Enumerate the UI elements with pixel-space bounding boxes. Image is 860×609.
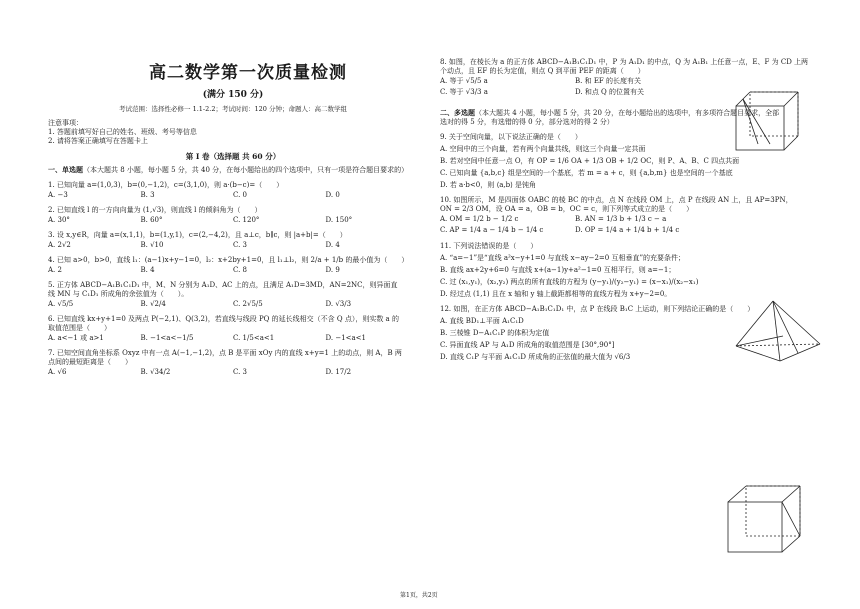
question-stem: 4. 已知 a>0，b>0，直线 l₁：(a−1)x+y−1=0，l₂：x+2by+1=0，且 l₁⊥l₂，则 2/a + 1/b 的最小值为（ ）	[48, 256, 409, 264]
option: D. 9	[325, 266, 340, 274]
full-score: (满分 150 分)	[202, 90, 264, 100]
question-options	[48, 334, 418, 343]
option: D. OP = 1/4 a + 1/4 b + 1/4 c	[575, 226, 680, 234]
option: C. 过 (x₁,y₁)，(x₂,y₂) 两点的所有直线的方程为 (y−y₁)/(y₂−y₁) = (x−x₁)/(x₂−x₁)	[440, 278, 699, 286]
question-stem: 8. 如图，在棱长为 a 的正方体 ABCD−A₁B₁C₁D₁ 中，P 为 A₁D₁ 的中点，Q 为 A₁B₁ 上任意一点，E、F 为 CD 上两	[440, 58, 809, 66]
question-stem: 1. 已知向量 a=(1,0,3)，b=(0,−1,2)，c=(3,1,0)，则 a·(b−c)=（ ）	[48, 181, 284, 189]
question-5	[48, 281, 418, 309]
option: C. 3	[233, 241, 248, 249]
cube-figure-q8	[728, 84, 808, 156]
option: A. 直线 BD₁⊥平面 A₁C₁D	[440, 317, 524, 325]
question-3	[48, 231, 418, 250]
question-options	[440, 76, 710, 98]
left-column	[48, 58, 418, 377]
option: C. 已知向量 {a,b,c} 组是空间的一个基底，若 m = a + c，则 {a,b,m} 也是空间的一个基底	[440, 169, 733, 177]
tetrahedron-figure-q10	[728, 296, 828, 371]
question-11	[440, 242, 815, 299]
question-options	[48, 266, 418, 275]
question-options	[48, 241, 418, 250]
option: B. 三棱锥 D−A₁C₁P 的体积为定值	[440, 329, 550, 337]
note-item: 2. 请将答案正确填写在答题卡上	[48, 137, 148, 145]
question-stem-cont: 点间的最短距离是（ ）	[48, 358, 132, 366]
question-options	[48, 191, 418, 200]
option: C. 120°	[233, 216, 260, 224]
option: C. 8	[233, 266, 248, 274]
option: D. 直线 C₁P 与平面 A₁C₁D 所成角的正弦值的最大值为 √6/3	[440, 353, 631, 361]
option: C. 1/5<a<1	[233, 334, 275, 342]
option: A. 等于 √5/5 a	[440, 77, 488, 85]
question-stem: 7. 已知空间直角坐标系 Oxyz 中有一点 A(−1,−1,2)，点 B 是平面 xOy 内的直线 x+y=1 上的动点，则 A，B 两	[48, 349, 402, 357]
option: B. √10	[140, 241, 164, 249]
section-desc: （本大题共 8 小题，每小题 5 分，共 40 分，在每小题给出的四个选项中，只有一项是符合题目要求的）	[83, 166, 409, 174]
option: D. 150°	[325, 216, 353, 224]
option: A. 2	[48, 266, 62, 274]
page-footer: 第1页，共2页	[400, 592, 438, 599]
question-stem: 2. 已知直线 l 的一方向向量为 (1,√3)，则直线 l 的倾斜角为（ ）	[48, 206, 262, 214]
option: A. “a=−1”是“直线 a²x−y+1=0 与直线 x−ay−2=0 互相垂直”的充要条件；	[440, 254, 686, 262]
question-stem: 5. 正方体 ABCD−A₁B₁C₁D₁ 中，M、N 分别为 A₁D、AC 上的点，且满足 A₁D=3MD，AN=2NC，则异面直	[48, 281, 398, 289]
option: B. 4	[140, 266, 155, 274]
exam-title: 高二数学第一次质量检测	[149, 63, 347, 83]
question-stem-cont: 个动点，且 EF 的长为定值，则点 Q 到平面 PEF 的距离（ ）	[440, 67, 645, 75]
question-options	[48, 300, 418, 309]
option: B. −1<a<−1/5	[140, 334, 194, 342]
question-stem-cont: ON = 2/3 OM，设 OA = a，OB = b，OC = c，则下列等式成立的是（ ）	[440, 205, 694, 213]
option: D. 若 a·b<0，则 ⟨a,b⟩ 是钝角	[440, 181, 537, 189]
question-2	[48, 206, 418, 225]
part-one-heading: 第 I 卷（选择题 共 60 分）	[185, 152, 281, 161]
question-stem-cont: 取值范围是（ ）	[48, 324, 111, 332]
option: C. 0	[233, 191, 248, 199]
option: C. 异面直线 AP 与 A₁D 所成角的取值范围是 [30°,90°]	[440, 341, 615, 349]
notes-heading: 注意事项：	[48, 119, 83, 127]
option: C. 2√5/5	[233, 300, 263, 308]
option: A. 30°	[48, 216, 70, 224]
cube-figure-q12	[720, 478, 810, 558]
section-one-heading	[48, 165, 418, 175]
section-desc: （本大题共 4 小题，每小题 5 分，共 20 分，在每小题给出的选项中，有多项符合题目要求，全部	[475, 109, 780, 117]
option: B. 和 EF 的长度有关	[575, 77, 642, 85]
section-desc-cont: 选对的得 5 分，有选错的得 0 分，部分选对的得 2 分）	[440, 118, 614, 126]
option: D. 0	[325, 191, 340, 199]
question-1	[48, 181, 418, 200]
option: B. AN = 1/3 b + 1/3 c − a	[575, 215, 667, 223]
option: B. √2/4	[140, 300, 166, 308]
question-stem: 12. 如图，在正方体 ABCD−A₁B₁C₁D₁ 中，点 P 在线段 B₁C 上运动，则下列结论正确的是（ ）	[440, 305, 755, 313]
note-item: 1. 答题前填写好自己的姓名、班级、考号等信息	[48, 128, 197, 136]
question-stem: 6. 已知直线 kx+y+1=0 及两点 P(−2,1)、Q(3,2)，若直线与线段 PQ 的延长线相交（不含 Q 点），则实数 a 的	[48, 315, 399, 323]
option: B. 直线 ax+2y+6=0 与直线 x+(a−1)y+a²−1=0 互相平行，则 a=−1；	[440, 266, 676, 274]
option: D. √3/3	[325, 300, 352, 308]
question-options	[48, 216, 418, 225]
option: B. 60°	[140, 216, 163, 224]
question-stem: 3. 设 x,y∈R，向量 a=(x,1,1)，b=(1,y,1)，c=(2,−4,2)，且 a⊥c，b∥c，则 |a+b|=（ ）	[48, 231, 347, 239]
option: D. 经过点 (1,1) 且在 x 轴和 y 轴上截距都相等的直线方程为 x+y−2=0。	[440, 290, 672, 298]
option: C. 3	[233, 368, 248, 376]
option: B. √34/2	[140, 368, 171, 376]
option: A. √6	[48, 368, 67, 376]
option: A. −3	[48, 191, 68, 199]
question-options	[440, 214, 710, 236]
question-10	[440, 196, 815, 236]
option: D. 17/2	[325, 368, 352, 376]
option: D. −1<a<1	[325, 334, 366, 342]
option: A. 空间中的三个向量，若有两个向量共线，则这三个向量一定共面	[440, 145, 646, 153]
option: A. OM = 1/2 b − 1/2 c	[440, 215, 519, 223]
question-6	[48, 315, 418, 343]
question-options	[48, 368, 418, 377]
question-stem-cont: 线 MN 与 C₁D₁ 所成角的余弦值为（ ）。	[48, 290, 189, 298]
option: C. AP = 1/4 a − 1/4 b − 1/4 c	[440, 226, 544, 234]
option: B. 若对空间中任意一点 O，有 OP = 1/6 OA + 1/3 OB + 1/2 OC，则 P、A、B、C 四点共面	[440, 157, 740, 165]
question-stem: 9. 关于空间向量，以下说法正确的是（ ）	[440, 133, 582, 141]
section-label: 一、单选题	[48, 165, 83, 174]
option: D. 和点 Q 的位置有关	[575, 88, 645, 96]
option: A. √5/5	[48, 300, 74, 308]
question-7	[48, 349, 418, 377]
question-stem: 11. 下列说法错误的是（ ）	[440, 242, 538, 250]
option: A. 2√2	[48, 241, 71, 249]
option: A. a<−1 或 a>1	[48, 334, 104, 342]
section-label: 二、多选题	[440, 108, 475, 117]
question-4	[48, 256, 418, 275]
option: B. 3	[140, 191, 155, 199]
question-stem: 10. 如图所示，M 是四面体 OABC 的棱 BC 的中点，点 N 在线段 OM 上，点 P 在线段 AN 上，且 AP=3PN，	[440, 196, 793, 204]
option: D. 4	[325, 241, 340, 249]
option: C. 等于 √3/3 a	[440, 88, 488, 96]
exam-info: 考试范围：选择性必修一 1.1-2.2；考试时间：120 分钟；命题人：高二数学组	[119, 105, 347, 113]
